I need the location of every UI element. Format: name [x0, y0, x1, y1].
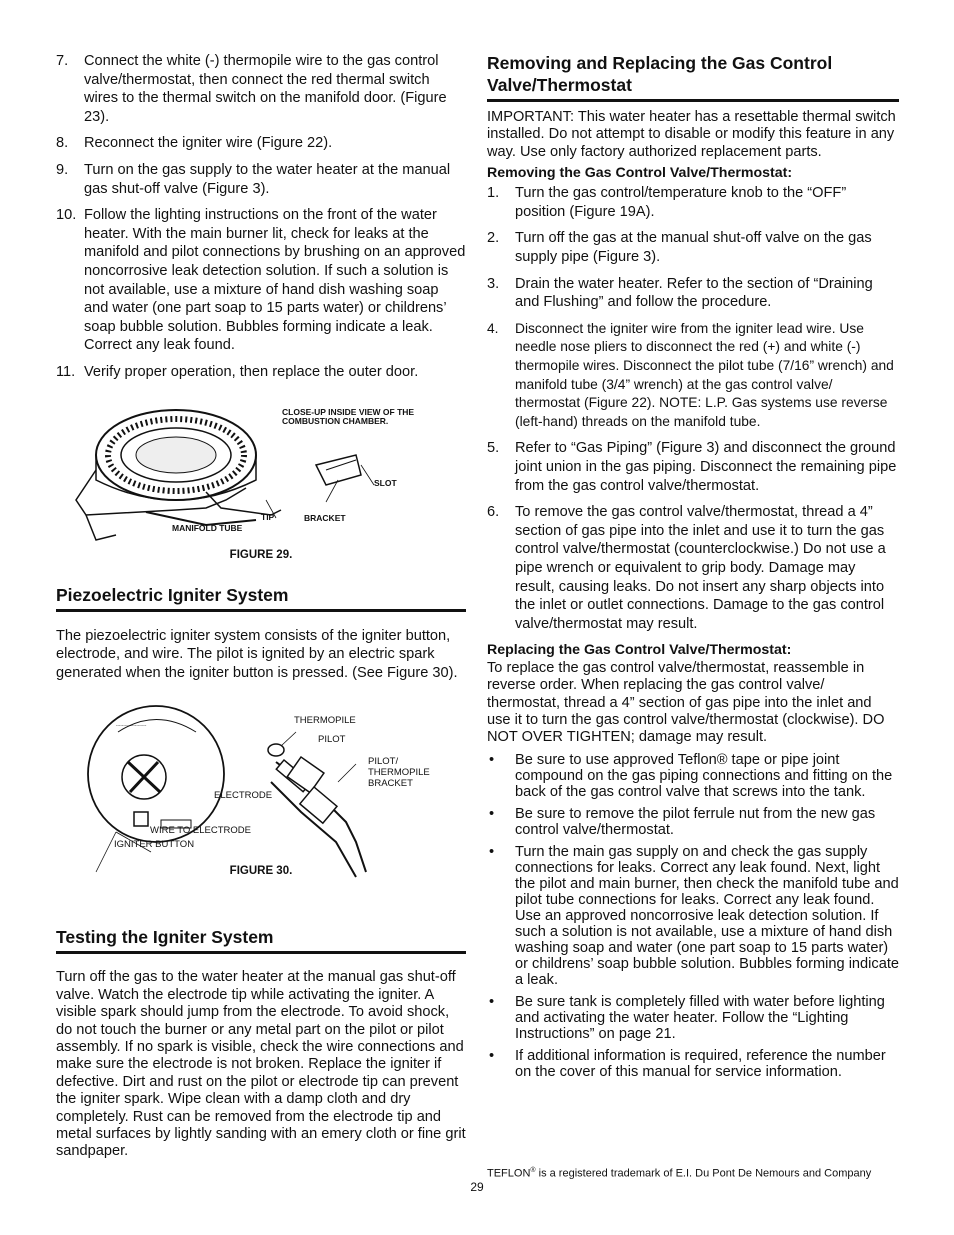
piezo-heading: Piezoelectric Igniter System — [56, 584, 466, 612]
label-pilot-thermopile-bracket: PILOT/ THERMOPILE BRACKET — [368, 756, 430, 790]
step-11: 11. Verify proper operation, then replace the outer door. — [56, 363, 419, 380]
figure-29 — [56, 400, 466, 578]
testing-heading: Testing the Igniter System — [56, 926, 466, 954]
label-manifold-tube: MANIFOLD TUBE — [172, 522, 243, 533]
removing-step-1: 1. Turn the gas control/temperature knob to the “OFF” position (Figure 19A). — [487, 185, 847, 220]
removing-heading: Removing the Gas Control Valve/Thermostat: — [487, 165, 793, 182]
removing-steps — [487, 184, 899, 633]
piezo-paragraph: The piezoelectric igniter system consists of the igniter button, electrode, and wire. The pilot is ignited by an electric spark generated when the igniter button is pressed. (See Figure 30). — [56, 627, 458, 681]
label-thermopile: THERMOPILE — [294, 715, 356, 727]
label-electrode: ELECTRODE — [214, 790, 273, 802]
bullet-4: • Be sure tank is completely filled with water before lighting and activating the water heater. Follow the “Lighting Instructions” on page 21. — [489, 994, 885, 1043]
testing-paragraph: Turn off the gas to the water heater at the manual gas shut-off valve. Watch the electrode tip while activating the igniter. A visible spark should jump from the electrode. To avoid shock, do not touch the burner or any metal part on the pilot or pilot assembly. If no spark is visible, check the wire connections and make sure the electrode is not broken. Replace the igniter if defective. Dirt and rust on the pilot or electrode tip can prevent the igniter spark. Wipe clean with a damp cloth and dry completely. Rust can be removed from the electrode tip and metal surfaces by lightly sanding with an emery cloth or fine grit sandpaper. — [56, 969, 466, 1160]
removing-step-4: 4. Disconnect the igniter wire from the igniter lead wire. Use needle nose pliers to disconnect the red (+) and white (-) thermopile wires. Disconnect the pilot tube (7/16” wrench) and manifold tube (3/4” wrench) at the gas control valve/ thermostat (Figure 22). NOTE: L.P. Gas systems use reverse (left-hand) threads on the manifold tube. — [487, 320, 894, 429]
bullet-5: • If additional information is required, reference the number on the cover of this manual for service information. — [489, 1048, 886, 1081]
step-7: 7. Connect the white (-) thermopile wire to the gas control valve/thermostat, then connect the red thermal switch wires to the thermal switch on the manifold door. (Figure 23). — [56, 53, 447, 125]
step-9: 9. Turn on the gas supply to the water heater at the manual gas shut-off valve (Figure 3). — [56, 161, 451, 197]
bullet-1: • Be sure to use approved Teflon® tape or pipe joint compound on the gas piping connections and fitting on the back of the gas control valve that screws into the tank. — [489, 752, 893, 801]
step-8: 8. Reconnect the igniter wire (Figure 22). — [56, 135, 333, 152]
replacing-paragraph: To replace the gas control valve/thermostat, reassemble in reverse order. When replacing the gas control valve/ thermostat, thread a 4” section of gas pipe into the inlet and use it to turn the gas control valve/thermostat (clockwise). DO NOT OVER TIGHTEN; damage may result. — [487, 660, 885, 746]
trademark-footnote: TEFLON® is a registered trademark of E.I. Du Pont De Nemours and Company — [487, 1167, 872, 1180]
gas-control-heading: Removing and Replacing the Gas Control Valve/Thermostat — [487, 52, 899, 102]
bullet-2: • Be sure to remove the pilot ferrule nut from the new gas control valve/thermostat. — [489, 806, 876, 839]
bullet-3: • Turn the main gas supply on and check the gas supply connections for leaks. Correct any leak found. Next, light the pilot and main burner, then check the manifold tube and pilot tube connections for leaks. Correct any leak found. Use an approved noncorrosive leak detection solution. If such a solution is not available, use a mixture of hand dish washing soap and water (one part soap to 15 parts water) or childrens’ soap bubble solution. Bubbles forming indicate a leak. — [489, 844, 899, 989]
label-slot: SLOT — [374, 477, 397, 488]
important-paragraph: IMPORTANT: This water heater has a resettable thermal switch installed. Do not attempt to disable or modify this feature in any way. Use only factory authorized replacement parts. — [487, 109, 896, 160]
label-pilot: PILOT — [318, 734, 346, 746]
figure-30 — [56, 702, 466, 926]
label-closeup: CLOSE-UP INSIDE VIEW OF THE COMBUSTION CHAMBER. — [282, 406, 415, 426]
label-tip: TIP — [261, 511, 275, 522]
removing-step-2: 2. Turn off the gas at the manual shut-off valve on the gas supply pipe (Figure 3). — [487, 230, 872, 265]
removing-step-6: 6. To remove the gas control valve/thermostat, thread a 4” section of gas pipe into the inlet and use it to turn the gas control valve/thermostat (counterclockwise.) Do not use a pipe wrench or equivalent to grip body. Damage may result, causing leaks. Do not insert any sharp objects into the inlet or outlet connections. Damage to the gas control valve/thermostat may result. — [487, 504, 886, 632]
removing-step-5: 5. Refer to “Gas Piping” (Figure 3) and disconnect the ground joint union in the gas piping. Disconnect the remaining pipe from the gas control valve/thermostat. — [487, 440, 897, 494]
page-number: 29 — [470, 1180, 484, 1194]
figure-30-caption: FIGURE 30. — [229, 865, 293, 878]
label-bracket: BRACKET — [304, 512, 346, 523]
label-igniter-button: IGNITER BUTTON — [114, 839, 195, 851]
replacing-heading: Replacing the Gas Control Valve/Thermostat: — [487, 642, 792, 659]
svg-text:---------------------: --------------------- — [116, 723, 147, 729]
label-wire-to-electrode: WIRE TO ELECTRODE — [150, 825, 251, 837]
figure-29-caption: FIGURE 29. — [229, 548, 293, 561]
removing-step-3: 3. Drain the water heater. Refer to the section of “Draining and Flushing” and follow the procedure. — [487, 275, 873, 311]
right-column — [487, 52, 899, 1086]
step-10: 10. Follow the lighting instructions on the front of the water heater. With the main burner lit, check for leaks at the manifold and pilot connections by brushing on an approved noncorrosive leak detection solution. If such a solution is not available, use a mixture of hand dish washing soap and water (one part soap to 15 parts water) or childrens’ soap bubble solution. Bubbles forming indicate a leak. Correct any leak found. — [56, 207, 466, 354]
left-column — [56, 52, 466, 1161]
